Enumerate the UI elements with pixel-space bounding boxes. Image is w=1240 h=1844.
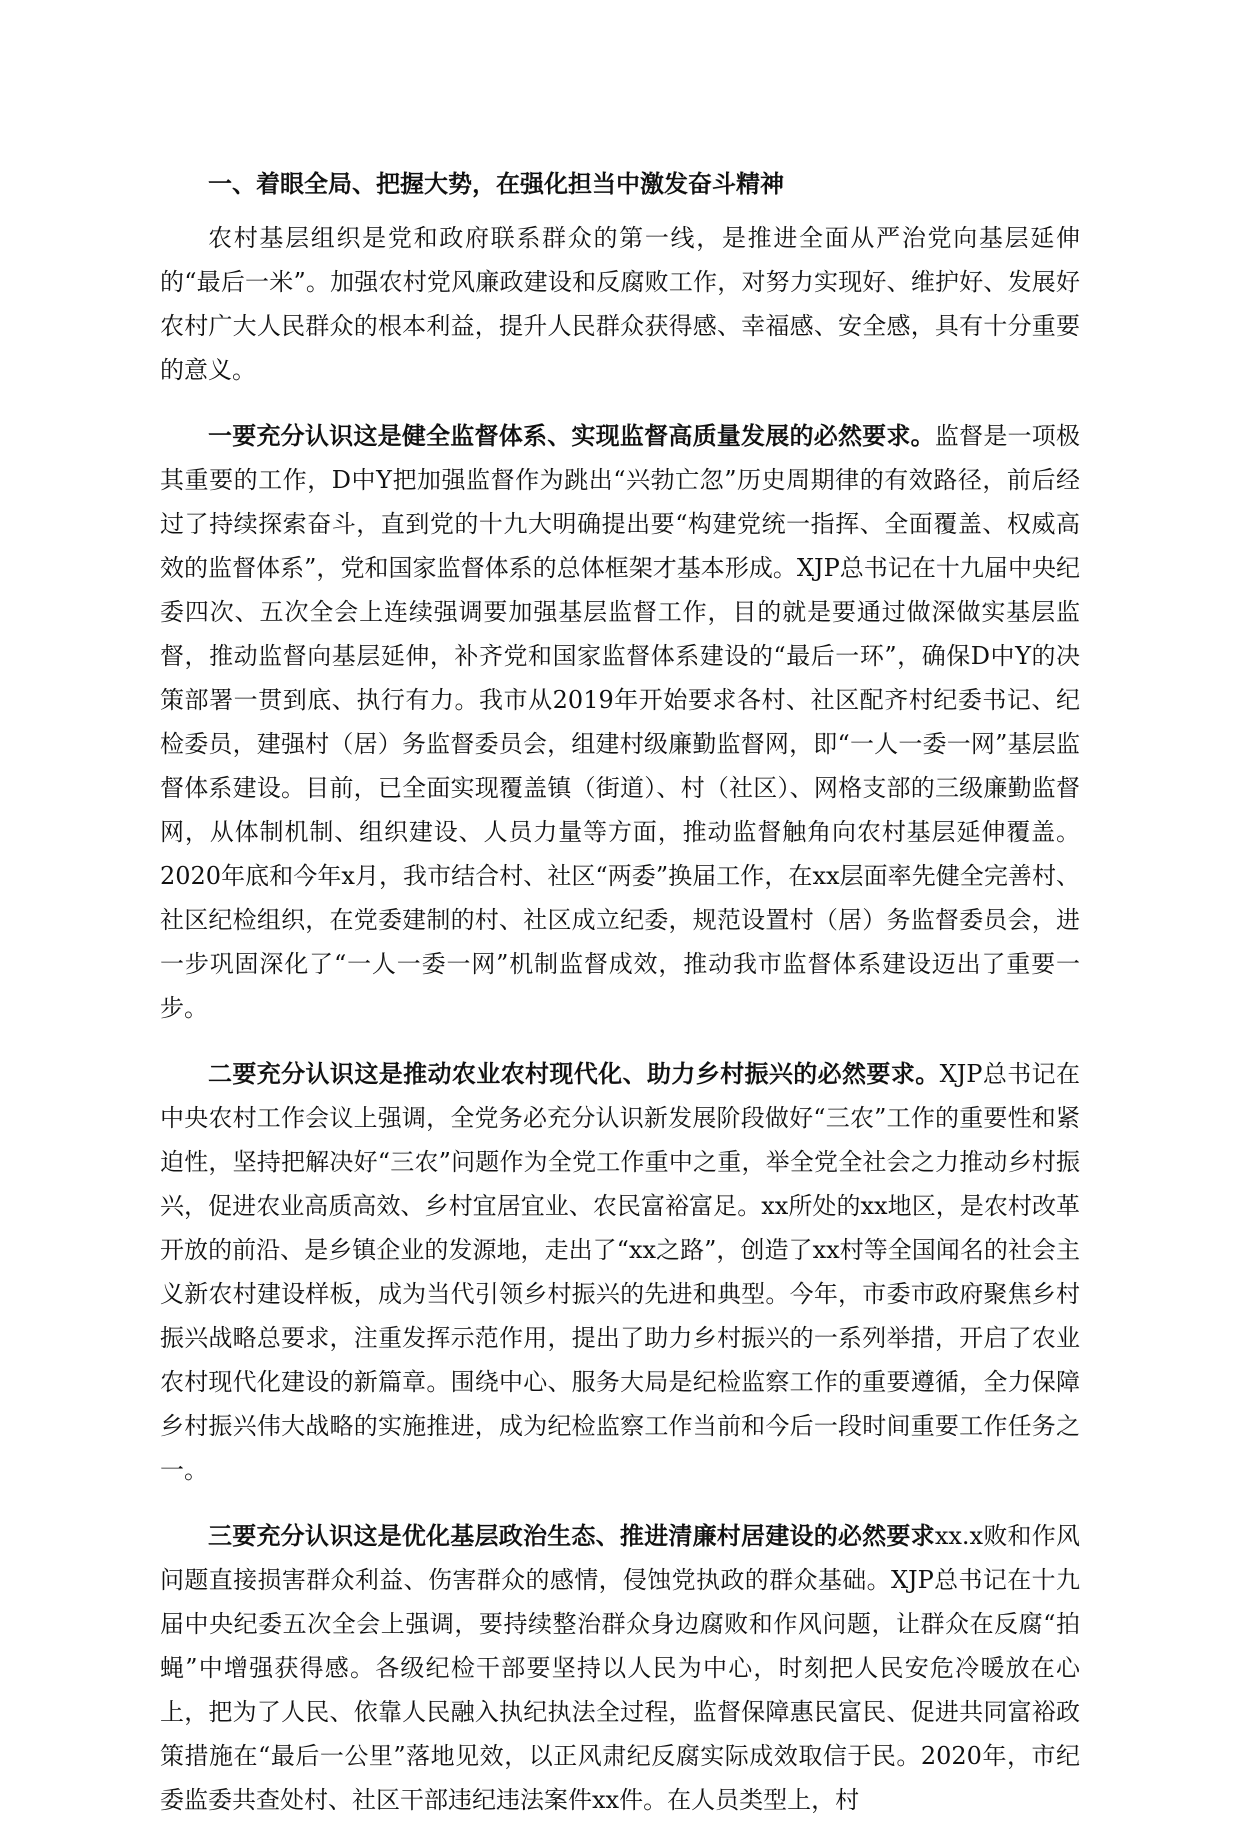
paragraph-lead: 三要充分认识这是优化基层政治生态、推进清廉村居建设的必然要求: [208, 1521, 935, 1550]
document-body: [160, 160, 1080, 1844]
paragraph-lead: 二要充分认识这是推动农业农村现代化、助力乡村振兴的必然要求。: [208, 1059, 940, 1088]
paragraph-intro: [160, 216, 1080, 392]
paragraph-text: xx.x败和作风问题直接损害群众利益、伤害群众的感情，侵蚀党执政的群众基础。XJP总书记在十九届中央纪委五次全会上强调，要持续整治群众身边腐败和作风问题，让群众在反腐“拍蝇”中增强获得感。各级纪检干部要坚持以人民为中心，时刻把人民安危冷暖放在心上，把为了人民、依靠人民融入执纪执法全过程，监督保障惠民富民、促进共同富裕政策措施在“最后一公里”落地见效，以正风肃纪反腐实际成效取信于民。2020年，市纪委监委共查处村、社区干部违纪违法案件xx件。在人员类型上，村: [160, 1522, 1081, 1814]
paragraph-point-three: [160, 1514, 1080, 1822]
paragraph-text: XJP总书记在中央农村工作会议上强调，全党务必充分认识新发展阶段做好“三农”工作的重要性和紧迫性，坚持把解决好“三农”问题作为全党工作重中之重，举全党全社会之力推动乡村振兴，促进农业高质高效、乡村宜居宜业、农民富裕富足。xx所处的xx地区，是农村改革开放的前沿、是乡镇企业的发源地，走出了“xx之路”，创造了xx村等全国闻名的社会主义新农村建设样板，成为当代引领乡村振兴的先进和典型。今年，市委市政府聚焦乡村振兴战略总要求，注重发挥示范作用，提出了助力乡村振兴的一系列举措，开启了农业农村现代化建设的新篇章。围绕中心、服务大局是纪检监察工作的重要遵循，全力保障乡村振兴伟大战略的实施推进，成为纪检监察工作当前和今后一段时间重要工作任务之一。: [160, 1060, 1080, 1484]
paragraph-point-one: [160, 414, 1080, 1030]
section-heading: 一、着眼全局、把握大势，在强化担当中激发奋斗精神: [208, 169, 784, 198]
paragraph-text: 农村基层组织是党和政府联系群众的第一线，是推进全面从严治党向基层延伸的“最后一米”。加强农村党风廉政建设和反腐败工作，对努力实现好、维护好、发展好农村广大人民群众的根本利益，提升人民群众获得感、幸福感、安全感，具有十分重要的意义。: [160, 224, 1080, 384]
paragraph-lead: 一要充分认识这是健全监督体系、实现监督高质量发展的必然要求。: [208, 421, 935, 450]
paragraph-point-two: [160, 1052, 1080, 1492]
paragraph-text: 监督是一项极其重要的工作，D中Y把加强监督作为跳出“兴勃亡忽”历史周期律的有效路径，前后经过了持续探索奋斗，直到党的十九大明确提出要“构建党统一指挥、全面覆盖、权威高效的监督体系”，党和国家监督体系的总体框架才基本形成。XJP总书记在十九届中央纪委四次、五次全会上连续强调要加强基层监督工作，目的就是要通过做深做实基层监督，推动监督向基层延伸，补齐党和国家监督体系建设的“最后一环”，确保D中Y的决策部署一贯到底、执行有力。我市从2019年开始要求各村、社区配齐村纪委书记、纪检委员，建强村（居）务监督委员会，组建村级廉勤监督网，即“一人一委一网”基层监督体系建设。目前，已全面实现覆盖镇（街道）、村（社区）、网格支部的三级廉勤监督网，从体制机制、组织建设、人员力量等方面，推动监督触角向农村基层延伸覆盖。2020年底和今年x月，我市结合村、社区“两委”换届工作，在xx层面率先健全完善村、社区纪检组织，在党委建制的村、社区成立纪委，规范设置村（居）务监督委员会，进一步巩固深化了“一人一委一网”机制监督成效，推动我市监督体系建设迈出了重要一步。: [160, 422, 1081, 1022]
